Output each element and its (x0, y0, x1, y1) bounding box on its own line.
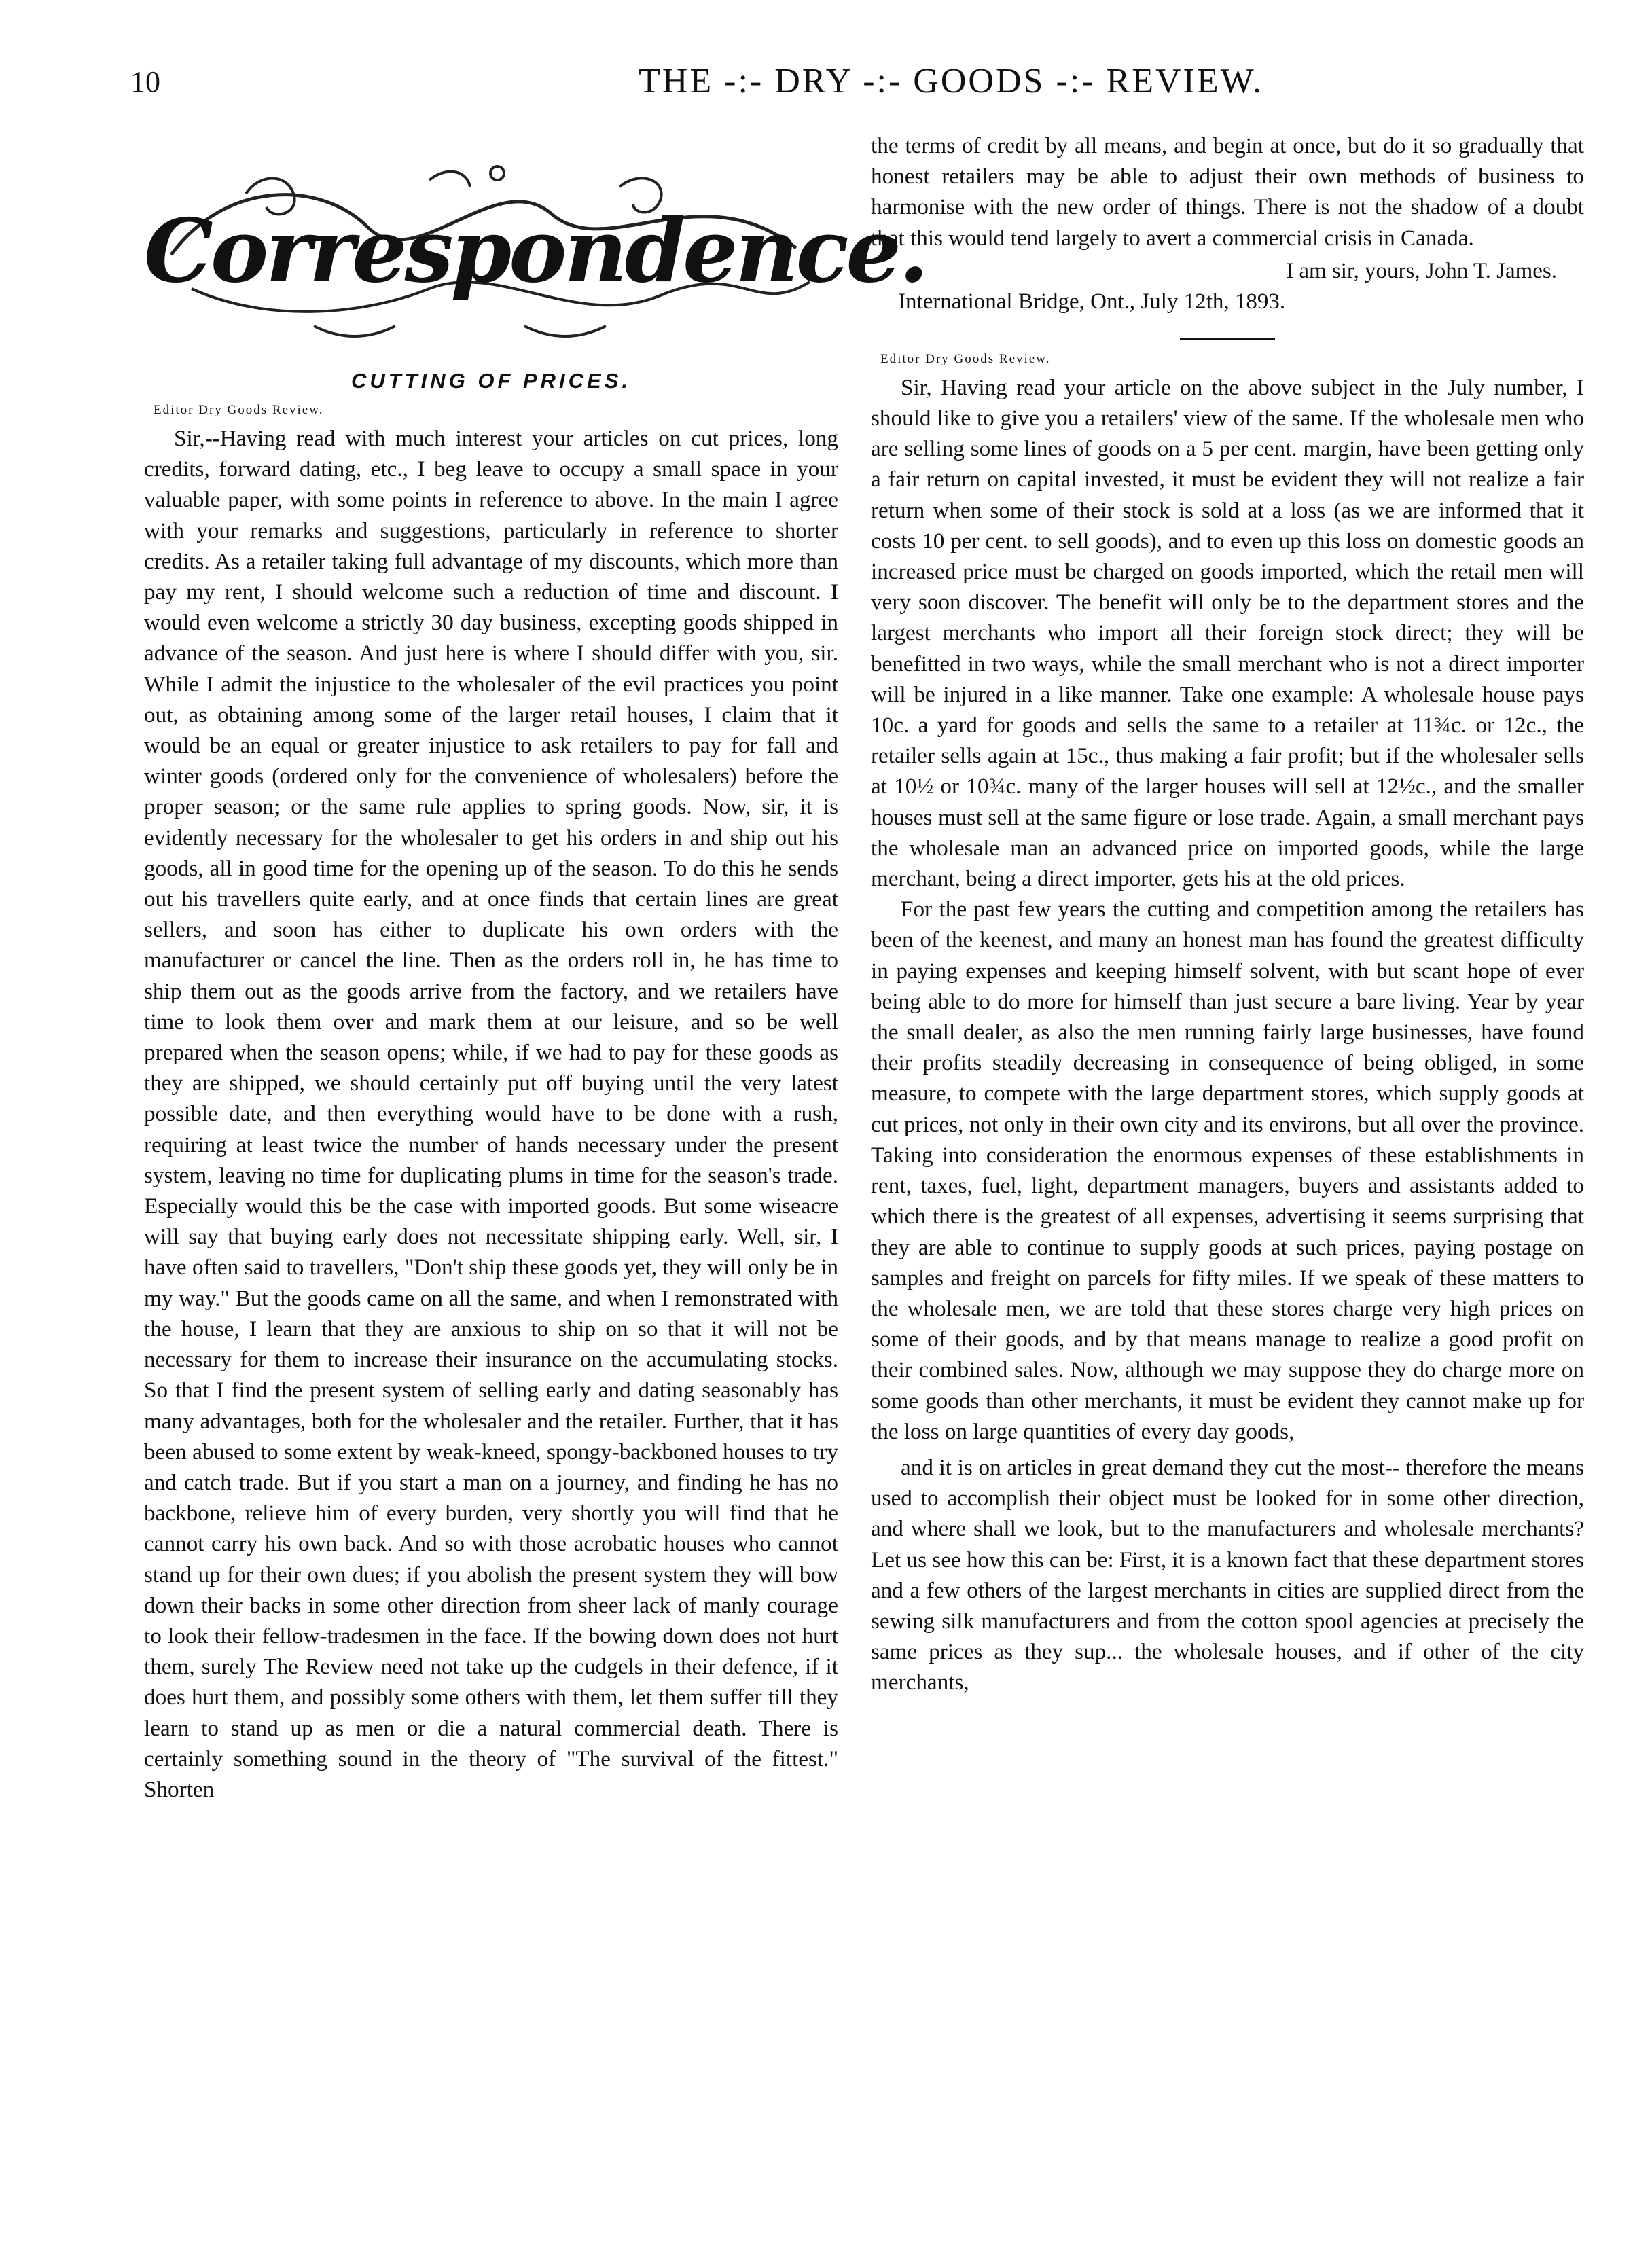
letter-title: CUTTING OF PRICES. (351, 369, 632, 393)
masthead-word: Correspondence. (144, 200, 927, 302)
letter1-signature: I am sir, yours, John T. James. (1286, 258, 1557, 283)
publication-title: THE -:- DRY -:- GOODS -:- REVIEW. (639, 62, 1263, 101)
letter2-paragraph: For the past few years the cutting and competition among the retailers has been of the keenest, and many an honest man has found the greatest difficulty in paying expenses and keeping himself solvent, with but scant hope of ever being able to do more for himself than just secure a bare living. Year by year the small dealer, as also the men running fairly large businesses, have found their profits steadily decreasing in consequence of being obliged, in some measure, to compete with the large department stores, which supply goods at cut prices, not only in their own city and its environs, but all over the province. Taking into consideration the enormous expenses of these establishments in rent, taxes, fuel, light, department managers, buyers and assistants added to which there is the greatest of all expenses, advertising it seems surprising that they are able to continue to supply goods at such prices, paying postage on samples and freight on parcels for fifty miles. If we speak of these matters to the wholesale men, we are told that these stores charge very high prices on some of their goods, and by that means manage to realize a good profit on their combined sales. Now, although we may suppose they do charge more on some goods than other merchants, it must be evident they cannot make up for the loss on large quantities of every day goods, (871, 897, 1584, 1444)
divider-rule (1180, 338, 1275, 340)
page-number: 10 (130, 65, 160, 98)
left-column (144, 146, 927, 1805)
letter2-paragraph: and it is on articles in great demand they cut the most-- therefore the means used to accomplish their object must be looked for in some other direction, and where shall we look, but to the manufacturers and wholesale merchants? Let us see how this can be: First, it is a known fact that these department stores and a few others of the largest merchants in cities are supplied direct from the sewing silk manufacturers and from the cotton spool agencies at precisely the same prices as they sup... the wholesale houses, and if other of the city merchants, (871, 1454, 1584, 1695)
editor-salutation: Editor Dry Goods Review. (154, 403, 324, 417)
right-column (871, 130, 1584, 1698)
letter2-paragraph: Sir, Having read your article on the above subject in the July number, I should like to give you a retailers' view of the same. If the wholesale men who are selling some lines of goods on a 5 per cent. margin, have been getting only a fair return on capital invested, it must be evident they will not realize a fair return when some of their stock is sold at a loss (as we are informed that it costs 10 per cent. to sell goods), and to even up this loss on domestic goods an increased price must be charged on goods imported, which the retail men will very soon discover. The benefit will only be to the department stores and the largest merchants who import all their foreign stock direct; they will be benefitted in two ways, while the small merchant who is not a direct importer will be injured in a like manner. Take one example: A wholesale house pays 10c. a yard for goods and sells the same to a retailer at 11¾c. or 12c., the retailer sells again at 15c., thus making a fair profit; but if the wholesaler sells at 10½ or 10¾c. many of the larger houses will sell at 12½c., and the smaller houses must sell at the same figure or lose trade. Again, a small merchant pays the wholesale man an advanced price on imported goods, while the large merchant, being a direct importer, gets his at the old prices. (871, 374, 1584, 892)
letter1-place-date: International Bridge, Ont., July 12th, 1893. (898, 289, 1286, 314)
letter1-paragraph: Sir,--Having read with much interest your articles on cut prices, long credits, forward dating, etc., I beg leave to occupy a small space in your valuable paper, with some points in reference to above. In the main I agree with your remarks and suggestions, particularly in reference to shorter credits. As a retailer taking full advantage of my discounts, which more than pay my rent, I should welcome such a reduction of time and discount. I would even welcome a strictly 30 day business, excepting goods shipped in advance of the season. And just here is where I should differ with you, sir. While I admit the injustice to the wholesaler of the evil practices you point out, as obtaining among some of the larger retail houses, I claim that it would be an equal or greater injustice to ask retailers to pay for fall and winter goods (ordered only for the convenience of wholesalers) before the proper season; or the same rule applies to spring goods. Now, sir, it is evidently necessary for the wholesaler to get his orders in and ship out his goods, all in good time for the opening up of the season. To do this he sends out his travellers quite early, and at once finds that certain lines are great sellers, and soon has either to duplicate his own orders with the manufacturer or cancel the line. Then as the orders roll in, he has time to ship them out as the goods arrive from the factory, and we retailers have time to look them over and mark them at our leisure, and so be well prepared when the season opens; while, if we had to pay for these goods as they are shipped, we should certainly put off buying until the very latest possible date, and then everything would have to be done with a rush, requiring at least twice the number of hands necessary under the present system, leaving no time for duplicating plums in time for the season's trade. Especially would this be the case with imported goods. But some wiseacre will say that buying early does not necessitate shipping early. Well, sir, I have often said to travellers, "Don't ship these goods yet, they will only be in my way." But the goods came on all the same, and when I remonstrated with the house, I learn that they are anxious to ship on so that it will not be necessary for them to increase their insurance on the accumulating stocks. So that I find the present system of selling early and dating seasonably has many advantages, both for the wholesaler and the retailer. Further, that it has been abused to some extent by weak-kneed, spongy-backboned houses to try and catch trade. But if you start a man on a journey, and finding he has no backbone, relieve him of every burden, very shortly you will find that he cannot carry his own back. And so with those acrobatic houses who cannot stand up for their own dues; if you abolish the present system they will bow down their backs in some other direction from sheer lack of manly courage to look their fellow-tradesmen in the face. If the bowing down does not hurt them, surely The Review need not take up the cudgels in their defence, if it does hurt them, and possibly some others with them, let them suffer till they learn to stand up as men or die a natural commercial death. There is certainly something sound in the theory of "The survival of the fittest." Shorten (144, 426, 838, 1802)
letter1-paragraph-continued: the terms of credit by all means, and begin at once, but do it so gradually that honest retailers may be able to adjust their own methods of business to harmonise with the new order of things. There is not the shadow of a doubt that this would tend largely to avert a commercial crisis in Canada. (871, 133, 1584, 251)
editor-salutation: Editor Dry Goods Review. (880, 351, 1051, 366)
correspondence-masthead (144, 153, 927, 350)
